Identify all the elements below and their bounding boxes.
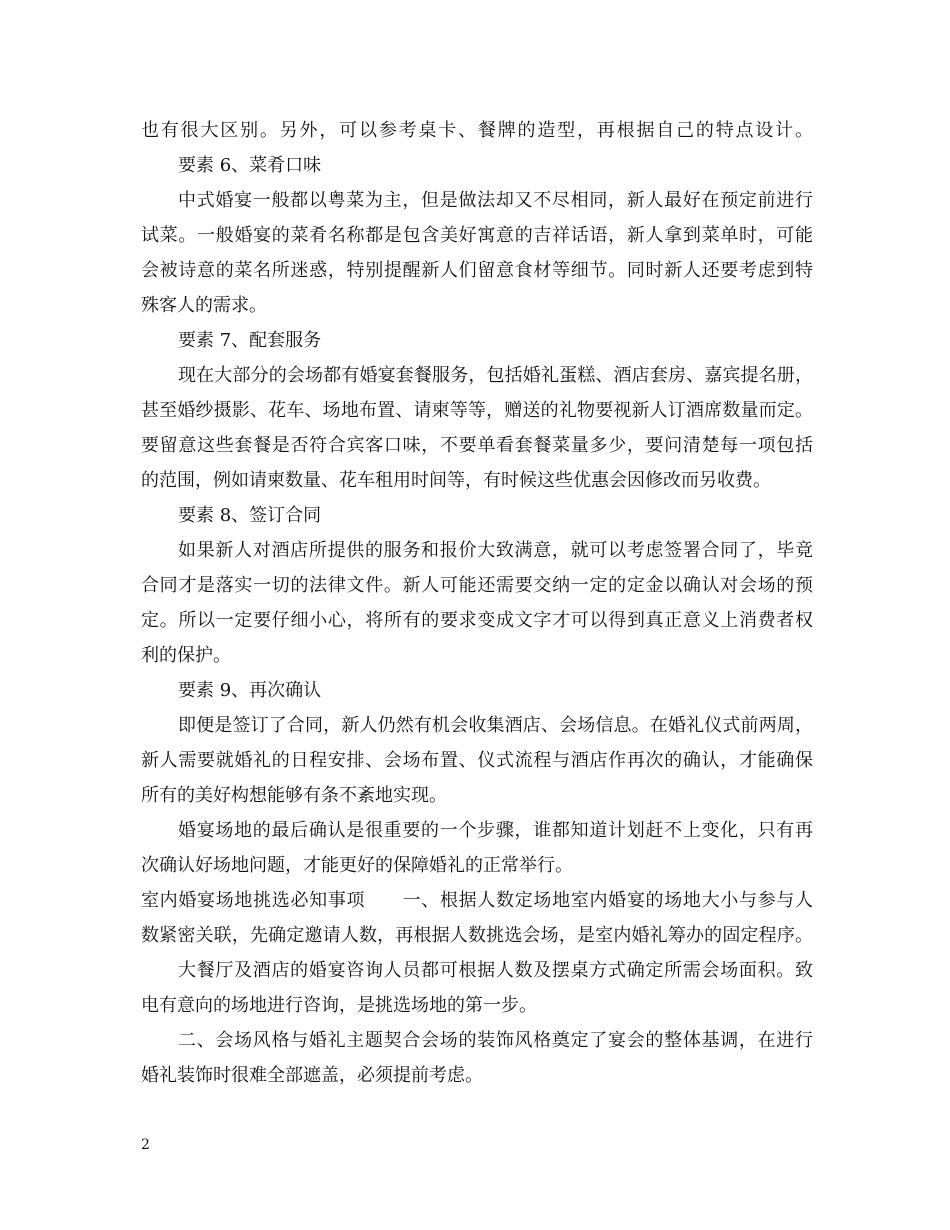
section-heading: 要素 6、菜肴口味 [178,155,322,176]
text-line: 即便是签订了合同，新人仍然有机会收集酒店、会场信息。在婚礼仪式前两周， [178,715,813,736]
text-line: 定。所以一定要仔细小心，将所有的要求变成文字才可以得到真正意义上消费者权 [141,610,813,631]
text-line: 室内婚宴场地挑选必知事项 一、根据人数定场地室内婚宴的场地大小与参与人 [141,890,813,911]
text-line: 大餐厅及酒店的婚宴咨询人员都可根据人数及摆桌方式确定所需会场面积。致 [178,960,813,981]
text-line: 二、会场风格与婚礼主题契合会场的装饰风格奠定了宴会的整体基调，在进行 [178,1030,813,1051]
text-line: 婚礼装饰时很难全部遮盖，必须提前考虑。 [141,1065,483,1086]
page-number: 2 [141,1137,150,1153]
text-line: 要留意这些套餐是否符合宾客口味，不要单看套餐菜量多少，要问清楚每一项包括 [141,435,813,456]
text-line: 电有意向的场地进行咨询，是挑选场地的第一步。 [141,995,537,1016]
text-line: 新人需要就婚礼的日程安排、会场布置、仪式流程与酒店作再次的确认，才能确保 [141,750,813,771]
text-line: 所有的美好构想能够有条不紊地实现。 [141,785,447,806]
text-line: 甚至婚纱摄影、花车、场地布置、请柬等等，赠送的礼物要视新人订酒席数量而定。 [141,400,813,421]
section-heading: 要素 8、签订合同 [178,505,322,526]
text-line: 中式婚宴一般都以粤菜为主，但是做法却又不尽相同，新人最好在预定前进行 [178,190,813,211]
text-line: 的范围，例如请柬数量、花车租用时间等，有时候这些优惠会因修改而另收费。 [141,470,771,491]
text-line: 合同才是落实一切的法律文件。新人可能还需要交纳一定的定金以确认对会场的预 [141,575,813,596]
text-line: 次确认好场地问题，才能更好的保障婚礼的正常举行。 [141,855,573,876]
text-line: 婚宴场地的最后确认是很重要的一个步骤，谁都知道计划赶不上变化，只有再 [178,820,813,841]
section-heading: 要素 9、再次确认 [178,680,322,701]
section-heading: 要素 7、配套服务 [178,330,322,351]
text-line: 数紧密关联，先确定邀请人数，再根据人数挑选会场，是室内婚礼筹办的固定程序。 [141,925,813,946]
text-line: 会被诗意的菜名所迷惑，特别提醒新人们留意食材等细节。同时新人还要考虑到特 [141,260,813,281]
text-line: 也有很大区别。另外，可以参考桌卡、餐牌的造型，再根据自己的特点设计。 [141,120,813,141]
text-line: 如果新人对酒店所提供的服务和报价大致满意，就可以考虑签署合同了，毕竟 [178,540,813,561]
body-text [141,113,813,1093]
text-line: 试菜。一般婚宴的菜肴名称都是包含美好寓意的吉祥话语，新人拿到菜单时，可能 [141,225,813,246]
text-line: 现在大部分的会场都有婚宴套餐服务，包括婚礼蛋糕、酒店套房、嘉宾提名册， [178,365,813,386]
text-line: 殊客人的需求。 [141,295,267,316]
text-line: 利的保护。 [141,645,231,666]
